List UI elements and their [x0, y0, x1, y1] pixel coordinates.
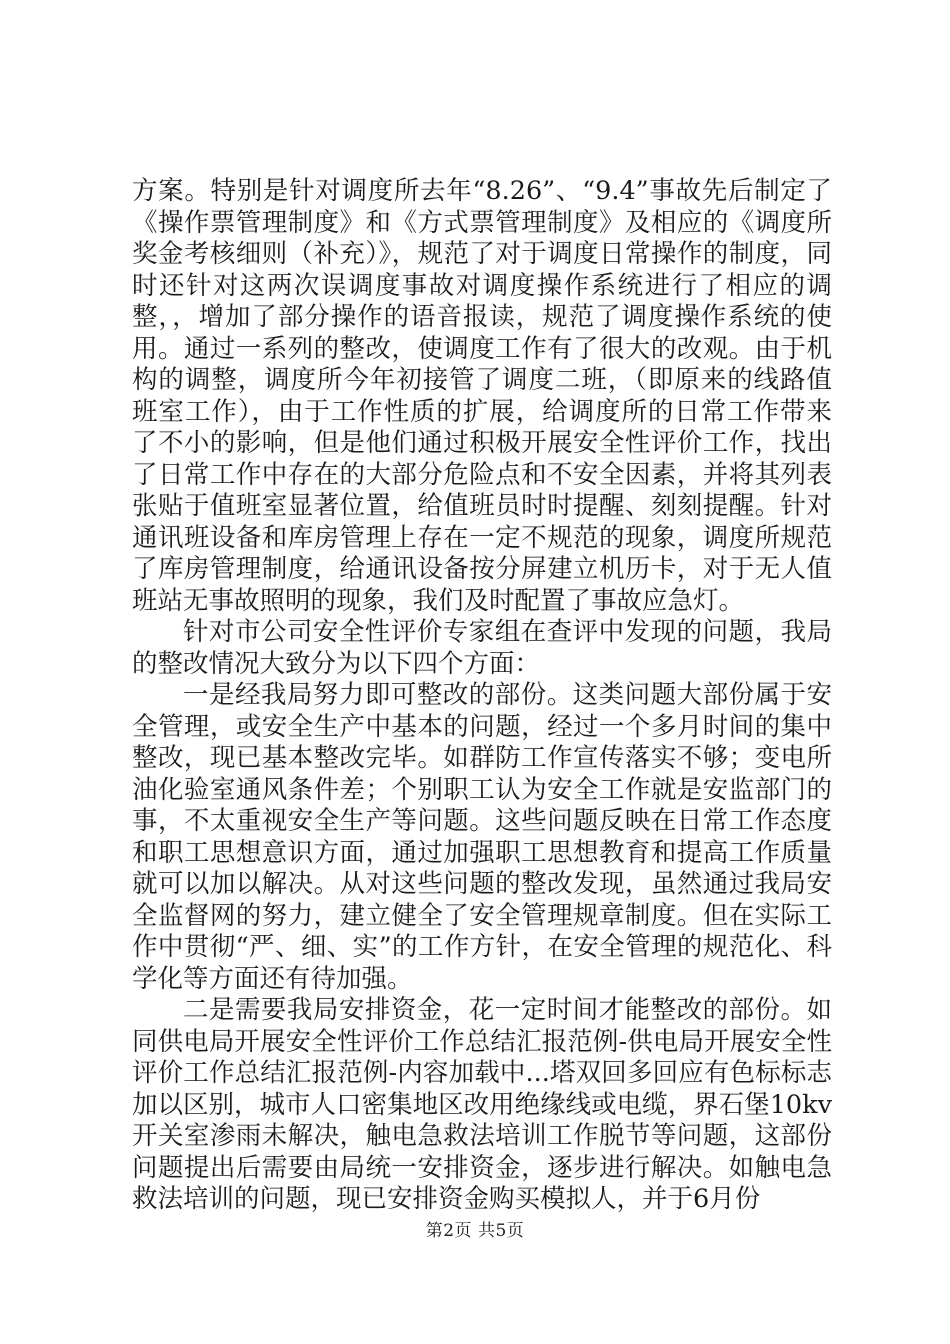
page-footer: 第2页 共5页: [425, 1221, 525, 1241]
document-body: [132, 176, 832, 1216]
paragraph-1: 方案。特别是针对调度所去年“8.26”、“9.4”事故先后制定了《操作票管理制度》和《方式票管理制度》及相应的《调度所奖金考核细则（补充）》，规范了对于调度日常操作的制度，同时还针对这两次误调度事故对调度操作系统进行了相应的调整，，增加了部分操作的语音报读，规范了调度操作系统的使用。通过一系列的整改，使调度工作有了很大的改观。由于机构的调整，调度所今年初接管了调度二班，（即原来的线路值班室工作），由于工作性质的扩展，给调度所的日常工作带来了不小的影响，但是他们通过积极开展安全性评价工作，找出了日常工作中存在的大部分危险点和不安全因素，并将其列表张贴于值班室显著位置，给值班员时时提醒、刻刻提醒。针对通讯班设备和库房管理上存在一定不规范的现象，调度所规范了库房管理制度，给通讯设备按分屏建立机历卡，对于无人值班站无事故照明的现象，我们及时配置了事故应急灯。: [132, 176, 832, 616]
paragraph-4: 二是需要我局安排资金，花一定时间才能整改的部份。如同供电局开展安全性评价工作总结汇报范例-供电局开展安全性评价工作总结汇报范例-内容加载中...塔双回多回应有色标标志加以区别，城市人口密集地区改用绝缘线或电缆，界石堡10kv开关室渗雨未解决，触电急救法培训工作脱节等问题，这部份问题提出后需要由局统一安排资金，逐步进行解决。如触电急救法培训的问题，现已安排资金购买模拟人，并于6月份: [132, 995, 832, 1214]
paragraph-2: 针对市公司安全性评价专家组在查评中发现的问题，我局的整改情况大致分为以下四个方面：: [132, 617, 832, 679]
paragraph-3: 一是经我局努力即可整改的部份。这类问题大部份属于安全管理，或安全生产中基本的问题，经过一个多月时间的集中整改，现已基本整改完毕。如群防工作宣传落实不够；变电所油化验室通风条件差；个别职工认为安全工作就是安监部门的事，不太重视安全生产等问题。这些问题反映在日常工作态度和职工思想意识方面，通过加强职工思想教育和提高工作质量就可以加以解决。从对这些问题的整改发现，虽然通过我局安全监督网的努力，建立健全了安全管理规章制度。但在实际工作中贯彻“严、细、实”的工作方针，在安全管理的规范化、科学化等方面还有待加强。: [132, 680, 832, 994]
